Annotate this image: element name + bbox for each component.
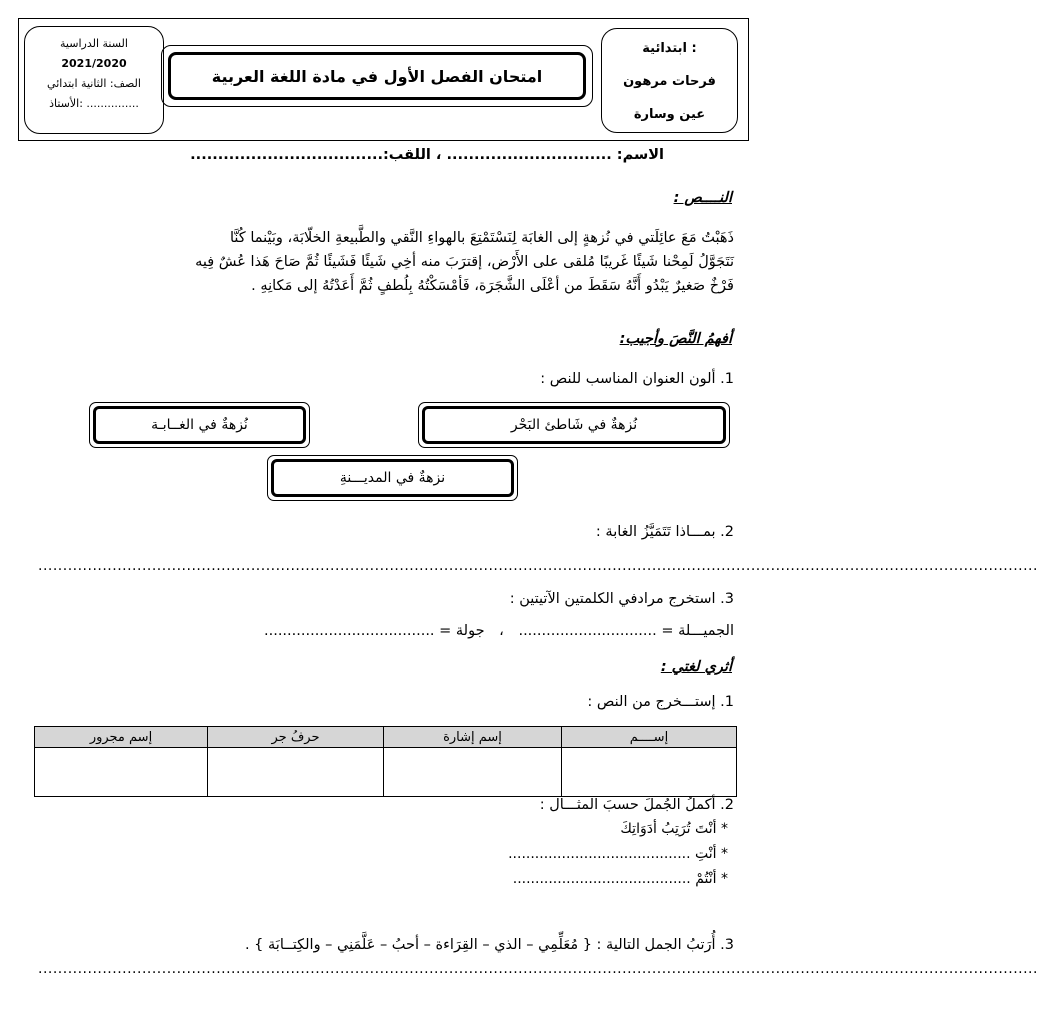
table-cell[interactable] [562, 748, 737, 797]
example-sentence: * أنْتَ تُرَتِبُ أدَوَاتِكَ [620, 821, 728, 837]
passage-line: فَرْخٌ صَغيرٌ يَبْدُو أَنَّهُ سَقَطَ من أعْلَى الشَّجَرَة، فَأمْسَكْتُهُ بِلُطفٍ ثُمَّ أَعَدْتُهُ إلى مَكانِهِ . [251, 278, 734, 294]
language-question-1: 1. إستـــخرج من النص : [587, 694, 734, 710]
passage-line: ذَهَبْتُ مَعَ عائِلَتي في نُزهةٍ إلى الغابَة لِنَسْتَمْتِعَ بالهواءِ النَّقي والطَّبيعةِ الخلّابَة، وبَيْنما كُنَّا [230, 230, 734, 246]
surname-label: ، اللقب:................................... [190, 147, 442, 163]
table-header-row [35, 727, 737, 748]
choice-label: نُزهةٌ في الغــابـة [93, 406, 306, 444]
passage-line: نَتَجَوَّلُ لَمِحْنا شَيئًا غَريبًا مُلقى على الأَرْض، إقترَبَ منه أخِي شَيئًا فَشَيئًا ثُمَّ صَاحَ هَذا عُشٌ فِيه [195, 254, 734, 270]
school-line-2: فرحات مرهون [623, 74, 716, 89]
complete-sentence-2[interactable]: * أنْتُمْ ........................................ [512, 871, 728, 887]
language-question-3: 3. أُرَتبُ الجمل التالية : { مُعَلِّمِي – الذي – القِرَاءة – أحبُ – عَلَّمَنِي – والكِتــابَة } . [244, 937, 734, 953]
table-row [35, 748, 737, 797]
class-line: الصف: الثانية ابتدائي [47, 77, 141, 90]
language-heading: أثري لغتي : [660, 659, 732, 675]
name-label: الاسم: .............................. [446, 147, 664, 163]
school-line-3: عين وسارة [633, 107, 706, 122]
school-info-box [601, 28, 738, 133]
synonyms-line[interactable] [264, 623, 734, 639]
table-header: حرفُ جر [208, 727, 384, 748]
table-header: إسم إشارة [384, 727, 562, 748]
choice-label: نزهةٌ في المديـــنةِ [271, 459, 514, 497]
table-cell[interactable] [35, 748, 208, 797]
title-choice-city[interactable] [267, 455, 518, 501]
answer-line-q2[interactable]: .......................................................................................................................................................................................................... [38, 558, 1038, 574]
passage [34, 226, 734, 298]
year-value: 2021/2020 [61, 57, 127, 70]
school-line-1: ابتدائية : [642, 41, 697, 56]
year-info-box [24, 26, 164, 134]
teacher-line: الأستاذ: ............... [49, 97, 139, 110]
synonym-separator: ، [499, 623, 504, 639]
table-cell[interactable] [208, 748, 384, 797]
language-question-2: 2. أكملُ الجُملَ حسبَ المثـــال : [539, 797, 734, 813]
question-2: 2. بمـــاذا تَتَمَيَّزُ الغابة : [595, 524, 734, 540]
year-label: السنة الدراسية [60, 37, 128, 50]
text-heading: النــــص : [673, 190, 732, 206]
answer-line-q3[interactable]: .......................................................................................................................................................................................................... [38, 961, 1038, 977]
question-1: 1. ألون العنوان المناسب للنص : [540, 371, 734, 387]
exam-title: امتحان الفصل الأول في مادة اللغة العربية [168, 52, 586, 100]
title-choice-beach[interactable] [418, 402, 730, 448]
name-field[interactable] [190, 147, 664, 163]
table-header: إســــم [562, 727, 737, 748]
extraction-table [34, 726, 737, 797]
exam-title-box [161, 45, 593, 107]
question-3: 3. استخرج مرادفي الكلمتين الآتيتين : [509, 591, 734, 607]
title-choice-forest[interactable] [89, 402, 310, 448]
synonym-1: الجميـــلة = .............................. [518, 623, 734, 639]
comprehension-heading: أفهمُ النَّصَ وأجيب: [619, 331, 732, 347]
complete-sentence-1[interactable]: * أنْتِ ......................................... [508, 846, 728, 862]
choice-label: نُزهةٌ في شَاطئ البَحْر [422, 406, 726, 444]
synonym-2: جولة = ..................................... [264, 623, 485, 639]
table-header: إسم مجرور [35, 727, 208, 748]
table-cell[interactable] [384, 748, 562, 797]
